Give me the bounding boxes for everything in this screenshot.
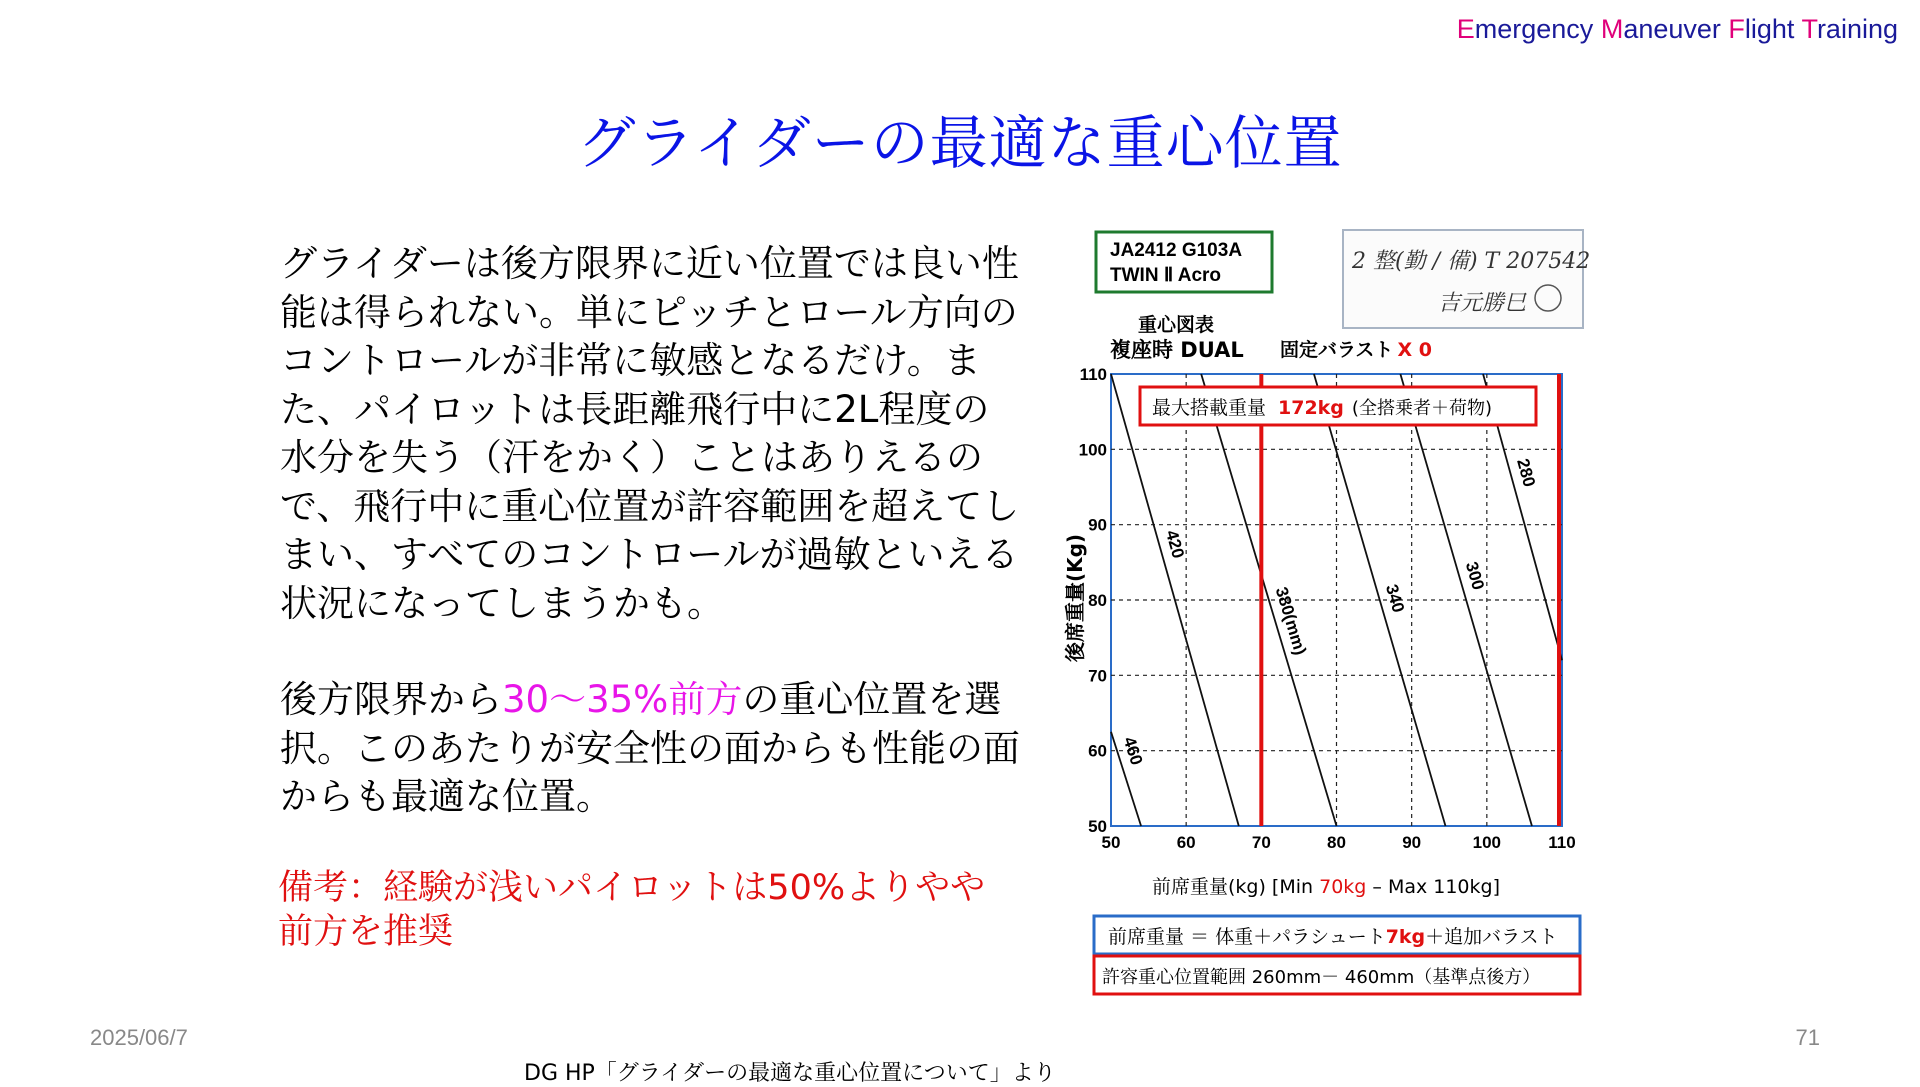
formula-text [1108,926,1558,948]
cg-line-label: 420 [1161,528,1188,561]
slide-title: グライダーの最適な重心位置 [577,109,1343,177]
x-axis-label [1152,876,1500,898]
brand-m: M [1600,14,1624,44]
paragraph-1: グライダーは後方限界に近い位置では良い性能は得られない。単にピッチとロール方向のコントロールが非常に敏感となるだけ。また、パイロットは長距離飛行中に2L程度の水分を失う（汗をかく）ことはありえるので、飛行中に重心位置が許容範囲を超えてしまい、すべてのコントロールが過敏といえる状況になってしまうかも。 [280,242,1020,625]
max-load-text [1152,397,1492,419]
handwritten-line2: 吉元勝巳 [1438,291,1527,316]
y-tick-label: 90 [1088,515,1107,535]
max-load-label: 最大搭載重量 [1152,397,1267,419]
x-tick-label: 50 [1101,833,1121,852]
paragraph-2-pre: 後方限界から [280,678,502,721]
cg-range-text: 許容重心位置範囲 260mm－ 460mm（基準点後方） [1102,967,1541,988]
brand-rest3: light [1744,14,1802,44]
x-tick-label: 70 [1251,833,1271,852]
ballast-value: X 0 [1397,339,1432,361]
cg-line-label: 340 [1381,582,1409,615]
brand-e: E [1456,14,1475,44]
page-number: 71 [1795,1025,1820,1050]
max-load-note: (全搭乗者＋荷物) [1351,398,1492,419]
x-tick-label: 90 [1402,833,1422,852]
ballast-text [1280,338,1432,361]
brand-t: T [1801,14,1817,44]
y-tick-label: 50 [1088,817,1107,836]
brand-rest4: raining [1816,14,1898,44]
brand-rest2: aneuver [1623,14,1729,44]
y-tick-label: 110 [1079,365,1107,384]
x-axis-label-post: – Max 110kg] [1366,876,1500,898]
ballast-label: 固定バラスト [1280,339,1394,361]
max-load-value: 172kg [1278,397,1344,419]
formula-post: ＋追加バラスト [1425,926,1558,948]
source-citation: DG HP「グライダーの最適な重心位置について」より [524,1061,1056,1086]
formula-red: 7kg [1385,926,1426,948]
y-tick-label: 80 [1088,591,1107,610]
brand-rest1: mergency [1474,14,1601,44]
cg-line-label: 380(mm) [1271,584,1311,658]
x-tick-label: 80 [1327,833,1346,852]
paragraph-2-highlight: 30～35%前方 [502,678,743,721]
x-axis-label-pre: 前席重量(kg) [Min [1152,876,1320,898]
x-tick-label: 100 [1472,833,1502,852]
paragraph-2-post: の重心位置を選択。このあたりが安全性の面からも性能の面からも最適な位置。 [280,678,1020,818]
chart-heading-2: 複座時 DUAL [1110,338,1244,362]
x-axis-label-min: 70kg [1319,876,1367,898]
cg-line-label: 300 [1461,559,1488,593]
footer-date: 2025/06/7 [90,1025,188,1050]
x-tick-labels [1102,833,1576,852]
brand-f: F [1728,14,1745,44]
handwritten-line1: 2 整(勤 / 備) T 207542 [1352,249,1591,274]
cg-line-label: 460 [1119,734,1147,768]
aircraft-line1: JA2412 G103A [1110,240,1243,261]
y-axis-label: 後席重量(Kg) [1063,533,1087,663]
aircraft-line2: TWIN Ⅱ Acro [1110,265,1222,286]
y-tick-label: 60 [1088,741,1107,761]
x-tick-label: 60 [1176,833,1196,852]
y-tick-label: 100 [1078,440,1107,460]
x-tick-label: 110 [1548,833,1576,852]
note-text: 備考：経験が浅いパイロットは50%よりやや前方を推奨 [278,868,986,952]
formula-pre: 前席重量 ＝ 体重＋パラシュート [1108,926,1386,948]
y-tick-label: 70 [1088,666,1107,686]
cg-line-label: 280 [1513,456,1539,489]
chart-heading-1: 重心図表 [1138,314,1215,336]
